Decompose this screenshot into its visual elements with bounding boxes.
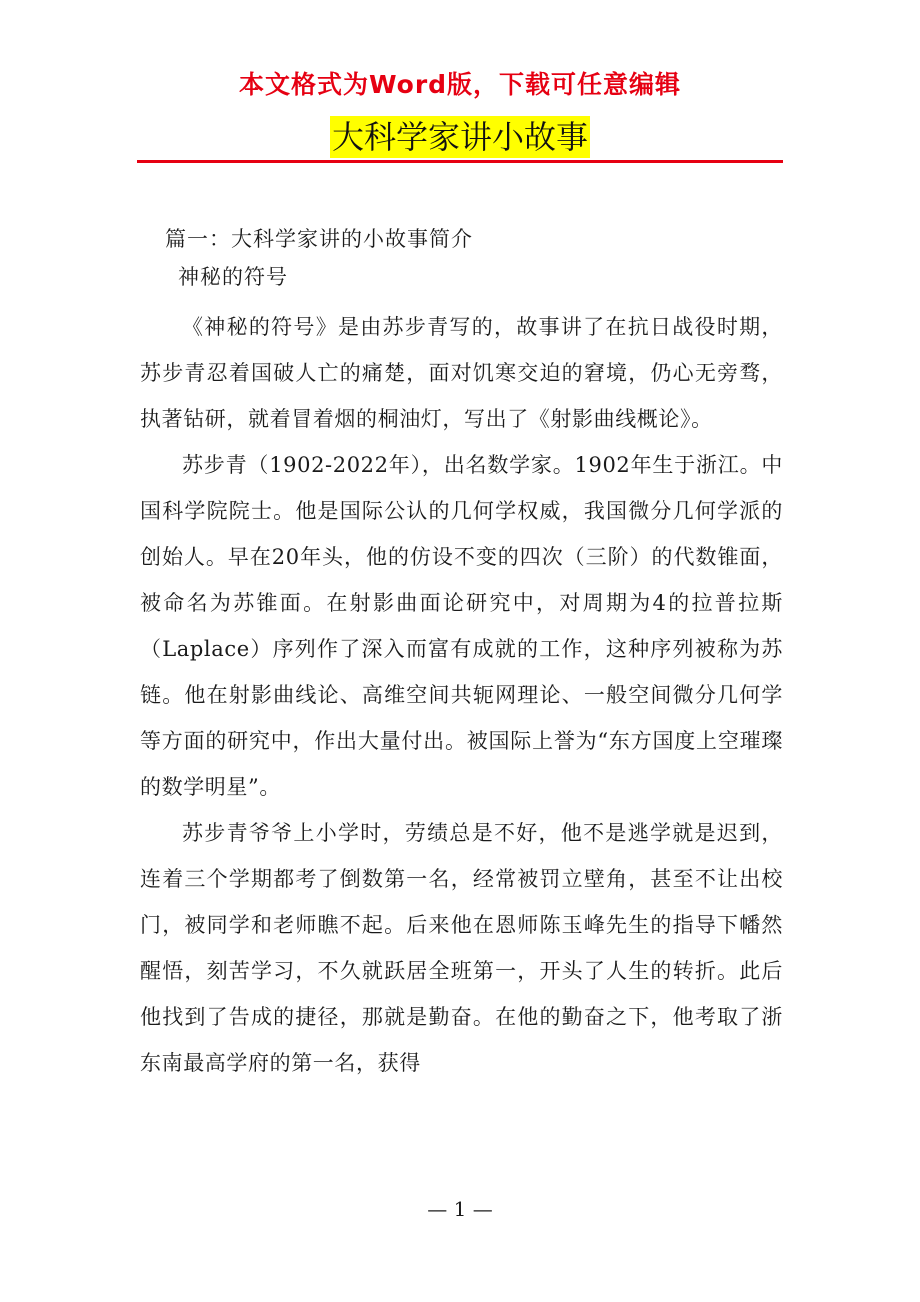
- title-divider: [137, 160, 783, 163]
- format-notice-banner: 本文格式为Word版，下载可任意编辑: [238, 70, 682, 99]
- title-container: [0, 116, 920, 158]
- paragraph-2: 苏步青（1902-2022年），出名数学家。1902年生于浙江。中国科学院院士。他是国际公认的几何学权威，我国微分几何学派的创始人。早在20年头，他的仿设不变的四次（三阶）的代数锥面，被命名为苏锥面。在射影曲面论研究中，对周期为4的拉普拉斯（Laplace）序列作了深入而富有成就的工作，这种序列被称为苏链。他在射影曲线论、高维空间共轭网理论、一般空间微分几何学等方面的研究中，作出大量付出。被国际上誉为“东方国度上空璀璨的数学明星”。: [140, 453, 783, 799]
- document-body: [140, 222, 783, 1086]
- paragraph-1: 《神秘的符号》是由苏步青写的，故事讲了在抗日战役时期，苏步青忍着国破人亡的痛楚，面对饥寒交迫的窘境，仍心无旁骛，执著钻研，就着冒着烟的桐油灯，写出了《射影曲线概论》。: [140, 315, 783, 431]
- section-heading: 篇一：大科学家讲的小故事简介: [165, 227, 473, 251]
- paragraph-3: 苏步青爷爷上小学时，劳绩总是不好，他不是逃学就是迟到，连着三个学期都考了倒数第一名，经常被罚立壁角，甚至不让出校门，被同学和老师瞧不起。后来他在恩师陈玉峰先生的指导下幡然醒悟，刻苦学习，不久就跃居全班第一，开头了人生的转折。此后他找到了告成的捷径，那就是勤奋。在他的勤奋之下，他考取了浙东南最高学府的第一名，获得: [140, 821, 783, 1075]
- document-title: 大科学家讲小故事: [331, 118, 588, 156]
- story-title: 神秘的符号: [178, 265, 288, 289]
- page-number: — 1 —: [427, 1197, 493, 1221]
